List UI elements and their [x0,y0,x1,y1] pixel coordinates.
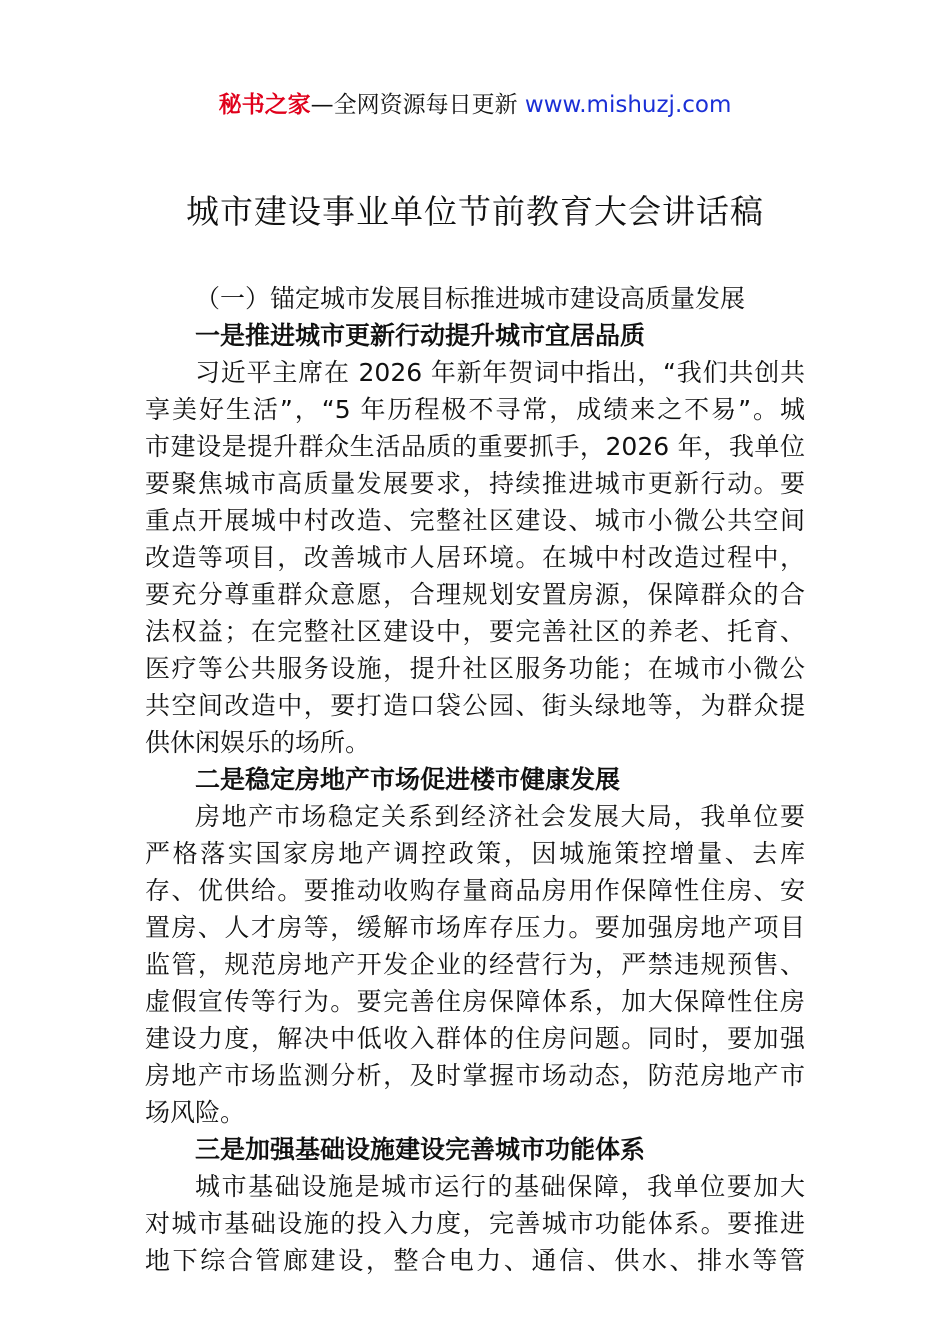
paragraph-line: 房地产市场监测分析，及时掌握市场动态，防范房地产市 [145,1061,805,1090]
paragraph-line: 场风险。 [145,1098,246,1127]
document-body [145,280,805,1279]
paragraph-line: 对城市基础设施的投入力度，完善城市功能体系。要推进 [145,1209,805,1238]
subheading-3: 三是加强基础设施建设完善城市功能体系 [195,1135,646,1164]
paragraph-line: 地下综合管廊建设，整合电力、通信、供水、排水等管 [145,1246,805,1275]
subheading-2: 二是稳定房地产市场促进楼市健康发展 [195,765,621,794]
paragraph-line: 享美好生活”，“5 年历程极不寻常，成绩来之不易”。城 [145,395,805,424]
paragraph-line: 监管，规范房地产开发企业的经营行为，严禁违规预售、 [145,950,805,979]
paragraph-2 [145,798,805,1131]
paragraph-line: 市建设是提升群众生活品质的重要抓手，2026 年，我单位 [145,432,805,461]
paragraph-line: 共空间改造中，要打造口袋公园、街头绿地等，为群众提 [145,691,805,720]
site-link[interactable]: www.mishuzj.com [524,92,732,118]
paragraph-3 [145,1168,805,1279]
paragraph-line: 重点开展城中村改造、完整社区建设、城市小微公共空间 [145,506,805,535]
paragraph-line: 建设力度，解决中低收入群体的住房问题。同时，要加强 [145,1024,805,1053]
subheading-1: 一是推进城市更新行动提升城市宜居品质 [195,321,646,350]
paragraph-line: 房地产市场稳定关系到经济社会发展大局，我单位要 [195,802,805,831]
paragraph-line: 改造等项目，改善城市人居环境。在城中村改造过程中， [145,543,805,572]
paragraph-line: 习近平主席在 2026 年新年贺词中指出，“我们共创共 [195,358,805,387]
paragraph-line: 法权益；在完整社区建设中，要完善社区的养老、托育、 [145,617,805,646]
paragraph-1 [145,354,805,761]
paragraph-line: 供休闲娱乐的场所。 [145,728,371,757]
paragraph-line: 存、优供给。要推动收购存量商品房用作保障性住房、安 [145,876,805,905]
document-title: 城市建设事业单位节前教育大会讲话稿 [186,192,764,231]
paragraph-line: 要聚焦城市高质量发展要求，持续推进城市更新行动。要 [145,469,805,498]
section-heading: （一）锚定城市发展目标推进城市建设高质量发展 [195,284,746,313]
paragraph-line: 城市基础设施是城市运行的基础保障，我单位要加大 [195,1172,805,1201]
header-tagline: —全网资源每日更新 [310,92,518,118]
paragraph-line: 虚假宣传等行为。要完善住房保障体系，加大保障性住房 [145,987,805,1016]
site-header [0,88,950,122]
brand-name: 秘书之家 [218,92,311,118]
paragraph-line: 要充分尊重群众意愿，合理规划安置房源，保障群众的合 [145,580,805,609]
paragraph-line: 医疗等公共服务设施，提升社区服务功能；在城市小微公 [145,654,805,683]
paragraph-line: 严格落实国家房地产调控政策，因城施策控增量、去库 [145,839,805,868]
paragraph-line: 置房、人才房等，缓解市场库存压力。要加强房地产项目 [145,913,805,942]
